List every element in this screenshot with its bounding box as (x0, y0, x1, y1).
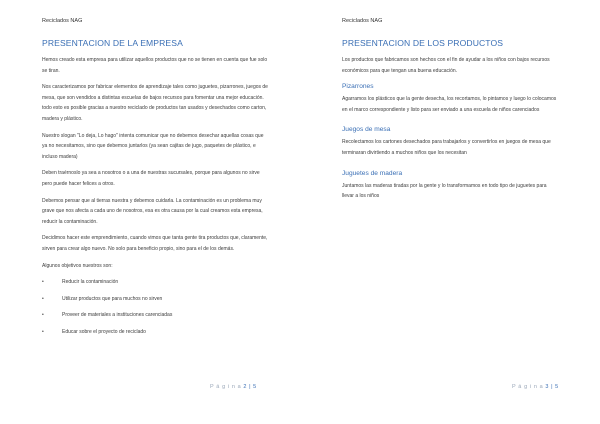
paragraph: Hemos creado esta empresa para utilizar aquellos productos que no se tienen en cuenta que fue solo se tiran. (42, 57, 268, 74)
product-heading-juegos: Juegos de mesa (342, 126, 391, 134)
page-total: 5 (555, 384, 559, 390)
list-item (42, 294, 268, 305)
section-title: PRESENTACION DE LA EMPRESA (42, 38, 183, 48)
bullet-icon: • (42, 312, 44, 319)
product-description: Agarramos los plásticos que la gente desecha, los recortamos, lo pintamos y luego lo colocamos en el marco correspondiente y listo para ser enviado a una escuela de niños carenciados (342, 96, 557, 113)
bullet-icon: • (42, 295, 44, 302)
page-separator: | (551, 384, 554, 390)
list-item-text: Utilizar productos que para muchos no sirven (62, 295, 163, 302)
objectives-list (42, 277, 268, 337)
product-heading-pizarrones: Pizarrones (342, 83, 374, 91)
page-footer (512, 384, 559, 390)
product-description: Recolectamos los cartones desechados para trabajarlos y convertirlos en juegos de mesa que terminaran divirtiendo a muchos niños que los necesitan (342, 139, 551, 156)
list-item (42, 327, 268, 338)
bullet-icon: • (42, 328, 44, 335)
page-header: Reciclados NAG (42, 18, 83, 24)
bullet-icon: • (42, 279, 44, 286)
list-item (42, 310, 268, 321)
list-item-text: Proveer de materiales a instituciones carenciadas (62, 312, 173, 319)
page-header: Reciclados NAG (342, 18, 383, 24)
product-description: Juntamos las maderas tiradas por la gente y lo transformamos en todo tipo de juguetes para llevar a los niños (342, 182, 547, 200)
section-title: PRESENTACION DE LOS PRODUCTOS (342, 38, 504, 48)
page-3 (300, 0, 600, 424)
page-separator: | (249, 384, 252, 390)
page-total: 5 (253, 384, 257, 390)
intro-paragraph: Los productos que fabricamos son hechos con el fin de ayudar a los niños con bajos recursos económicos para que tengan una buena educación. (342, 57, 550, 74)
page-content (342, 38, 558, 208)
page-word: P á g i n a (512, 384, 544, 390)
paragraph: Nos caracterizamos por fabricar elementos de aprendizaje tales como juguetes, pizarrones, juegos de mesa, que son vendidos a distintas escuelas de bajos recursos para fomentar una mejor educación. todo esto es posible gracias a nuestro reciclado de productos tan usados y desechados como carton, madera y plástico. (42, 84, 268, 122)
objectives-intro: Algunos objetivos nuestros son: (42, 262, 113, 269)
paragraph: Nuestro slogan "Lo deja, Lo hago" intenta comunicar que no debemos desechar aquellas cosas que ya no necesitamos, sino que debemos juntarlos (ya sean cajitas de jugo, paquetes de plástico, e incluso madera) (42, 132, 264, 160)
list-item-text: Reducir la contaminación (62, 279, 119, 286)
page-content (42, 38, 268, 343)
page-number: 3 (545, 384, 550, 390)
page-number: 2 (243, 384, 248, 390)
page-footer (210, 384, 257, 390)
product-heading-juguetes: Juguetes de madera (342, 169, 403, 177)
paragraph: Debemos pensar que al tierras nuestra y debemos cuidarla. La contaminación es un problema muy grave que nos afecta a cada uno de nosotros, esa es otra causa por la cual creamos esta empresa, reducir la contaminación. (42, 197, 263, 225)
list-item-text: Educar sobre el proyecto de reciclado (62, 328, 146, 335)
list-item (42, 277, 268, 288)
paragraph: Deben traérnoslo ya sea a nosotros o a una de nuestras sucursales, porque para algunos no sirve pero puede hacer felices a otros. (42, 170, 260, 187)
page-word: P á g i n a (210, 384, 242, 390)
paragraph: Decidimos hacer este emprendimiento, cuando vimos que tanta gente tira productos que, claramente, sirven para crear algo nuevo. No solo para beneficio propio, sino para el de los demás. (42, 235, 268, 252)
